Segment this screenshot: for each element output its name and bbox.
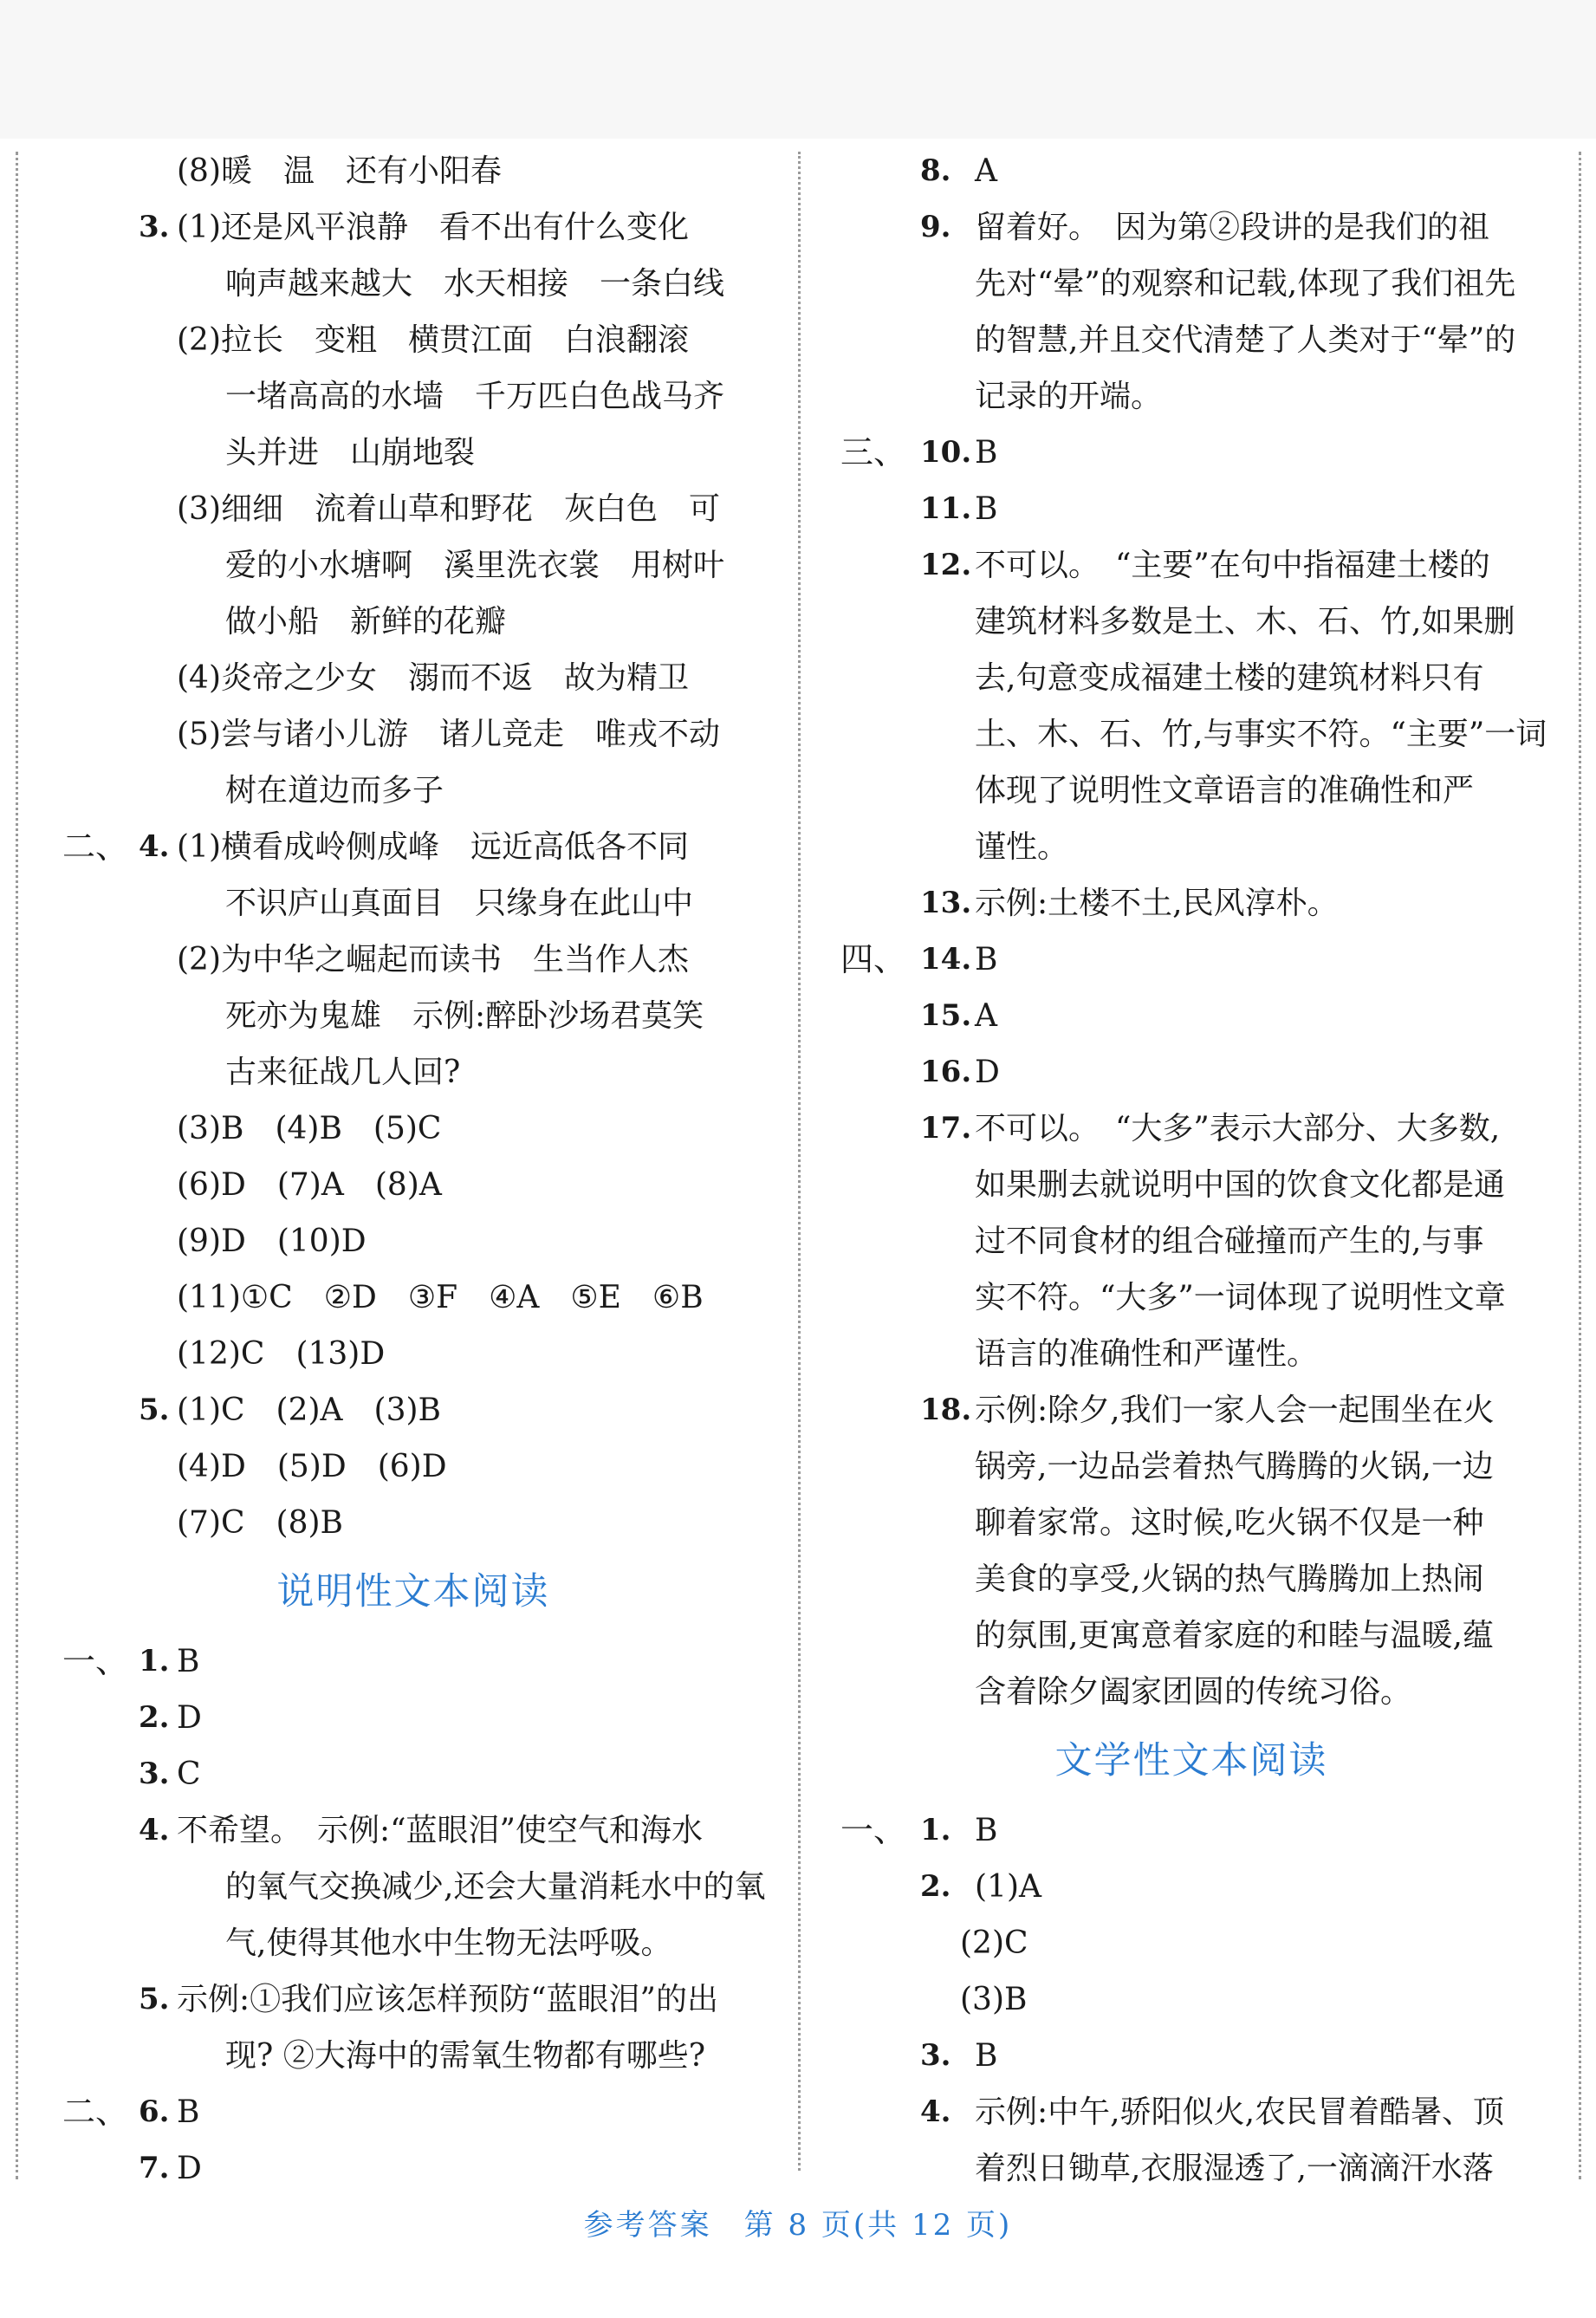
answer-line (62, 988, 764, 1044)
answer-line (62, 2084, 764, 2140)
answer-text: (2)拉长 变粗 横贯江面 白浪翻滚 (177, 322, 689, 358)
answer-text: 着烈日锄草,衣服湿透了,一滴滴汗水落 (975, 2151, 1494, 2186)
answer-text: 如果删去就说明中国的饮食文化都是通 (975, 1167, 1506, 1203)
answer-text: 实不符。“大多”一词体现了说明性文章 (975, 1280, 1506, 1315)
answer-line (62, 368, 764, 425)
answer-line (840, 1664, 1542, 1720)
answer-text: 土、木、石、竹,与事实不符。“主要”一词 (975, 717, 1547, 752)
question-number: 14. (920, 942, 972, 977)
answer-line (840, 143, 1542, 199)
answer-line (840, 1044, 1542, 1101)
question-number: 2. (920, 1869, 951, 1904)
answer-text: 锅旁,一边品尝着热气腾腾的火锅,一边 (975, 1449, 1494, 1484)
question-number: 16. (920, 1055, 972, 1089)
answer-text: 建筑材料多数是土、木、石、竹,如果删 (975, 604, 1515, 640)
answer-line (840, 1101, 1542, 1157)
answer-text: B (975, 491, 998, 527)
answer-text: 古来征战几人回? (225, 1055, 461, 1090)
answer-text: (1)横看成岭侧成峰 远近高低各不同 (177, 829, 689, 865)
answer-line (840, 2084, 1542, 2140)
answer-text: 一堵高高的水墙 千万匹白色战马齐 (225, 379, 725, 414)
answer-text: 留着好。 因为第②段讲的是我们的祖 (975, 210, 1490, 245)
answer-line (840, 1551, 1542, 1607)
answer-line (62, 425, 764, 481)
answer-line (840, 932, 1542, 988)
answer-text: (1)A (975, 1869, 1041, 1905)
left-column (62, 143, 764, 2197)
answer-line (840, 1213, 1542, 1269)
answer-text: (5)尝与诸小儿游 诸儿竞走 唯戎不动 (177, 717, 720, 752)
answer-text: (3)B (960, 1982, 1028, 2017)
section-heading: 文学性文本阅读 (1054, 1739, 1328, 1782)
section-marker: 三、 (840, 433, 907, 471)
answer-line (62, 594, 764, 650)
answer-text: 示例:中午,骄阳似火,农民冒着酷暑、顶 (975, 2094, 1505, 2130)
answer-line (62, 1633, 764, 1690)
answer-line (62, 1690, 764, 1746)
answer-line (840, 988, 1542, 1044)
answer-text: 头并进 山崩地裂 (225, 435, 476, 471)
answer-line (62, 1915, 764, 1971)
question-number: 12. (920, 548, 972, 582)
answer-text: 做小船 新鲜的花瓣 (225, 604, 507, 640)
question-number: 3. (139, 210, 170, 244)
answer-text: D (975, 1055, 1000, 1090)
question-number: 13. (920, 886, 972, 920)
answer-line (62, 1382, 764, 1438)
answer-line (840, 256, 1542, 312)
answer-line (62, 1213, 764, 1269)
column-divider (798, 152, 801, 2171)
answer-line (62, 1859, 764, 1915)
answer-text: 聊着家常。这时候,吃火锅不仅是一种 (975, 1505, 1484, 1541)
answer-line (62, 2028, 764, 2084)
answer-line (840, 1495, 1542, 1551)
section-heading: 说明性文本阅读 (276, 1570, 550, 1614)
answer-line (62, 932, 764, 988)
answer-line (840, 650, 1542, 706)
answer-text: D (177, 2151, 202, 2186)
answer-line (840, 706, 1547, 763)
answer-text: (2)C (960, 1925, 1028, 1961)
answer-line (840, 1971, 1542, 2028)
answer-text: 树在道边而多子 (225, 773, 444, 808)
answer-text: A (975, 153, 997, 189)
answer-text: (3)B (4)B (5)C (177, 1111, 442, 1146)
question-number: 4. (139, 1813, 170, 1847)
question-number: 6. (139, 2094, 170, 2129)
answer-line (840, 1326, 1542, 1382)
answer-line (62, 1438, 764, 1495)
question-number: 18. (920, 1393, 972, 1427)
answer-line (62, 706, 764, 763)
answer-line (840, 594, 1542, 650)
section-marker: 一、 (62, 1642, 129, 1680)
answer-line (62, 199, 764, 256)
question-number: 4. (920, 2094, 951, 2129)
answer-line (62, 143, 764, 199)
answer-line (840, 875, 1542, 932)
answer-text: (1)还是风平浪静 看不出有什么变化 (177, 210, 689, 245)
section-marker: 二、 (62, 828, 129, 866)
answer-line (62, 481, 764, 537)
question-number: 17. (920, 1111, 972, 1146)
question-number: 3. (920, 2038, 951, 2073)
answer-text: 去,句意变成福建土楼的建筑材料只有 (975, 660, 1484, 696)
answer-line (840, 1802, 1542, 1859)
answer-text: 记录的开端。 (975, 379, 1163, 414)
answer-line (840, 763, 1542, 819)
answer-text: 不可以。 “大多”表示大部分、大多数, (975, 1111, 1501, 1146)
answer-line (62, 1802, 764, 1859)
question-number: 5. (139, 1982, 170, 2016)
answer-text: 含着除夕阖家团圆的传统习俗。 (975, 1674, 1412, 1710)
page-footer: 参考答案 第 8 页(共 12 页) (583, 2208, 1013, 2243)
answer-line (62, 2140, 764, 2197)
section-marker: 四、 (840, 940, 907, 978)
answer-line (840, 1382, 1542, 1438)
answer-text: 的氛围,更寓意着家庭的和睦与温暖,蕴 (975, 1618, 1494, 1653)
section-marker: 一、 (840, 1811, 907, 1849)
answer-text: (9)D (10)D (177, 1224, 367, 1259)
answer-line (62, 819, 764, 875)
question-number: 7. (139, 2151, 170, 2185)
answer-line (840, 199, 1542, 256)
answer-line (840, 2028, 1542, 2084)
answer-line (62, 537, 764, 594)
answer-text: B (177, 1644, 200, 1679)
answer-line (840, 537, 1542, 594)
answer-line (62, 1971, 764, 2028)
answer-line (840, 1859, 1542, 1915)
answer-line (840, 819, 1542, 875)
answer-line (840, 312, 1542, 368)
question-number: 4. (139, 829, 170, 864)
answer-text: 响声越来越大 水天相接 一条白线 (225, 266, 725, 302)
question-number: 1. (139, 1644, 170, 1678)
answer-line (840, 1269, 1542, 1326)
answer-text: (2)为中华之崛起而读书 生当作人杰 (177, 942, 689, 977)
answer-line (840, 1157, 1542, 1213)
answer-text: 语言的准确性和严谨性。 (975, 1336, 1319, 1372)
answer-text: (6)D (7)A (8)A (177, 1167, 442, 1203)
answer-line (62, 875, 764, 932)
answer-line (62, 1495, 764, 1551)
answer-text: 过不同食材的组合碰撞而产生的,与事 (975, 1224, 1484, 1259)
answer-text: 气,使得其他水中生物无法呼吸。 (225, 1925, 672, 1961)
answer-text: 谨性。 (975, 829, 1069, 865)
answer-text: (3)细细 流着山草和野花 灰白色 可 (177, 491, 720, 527)
answer-text: A (975, 998, 997, 1034)
question-number: 10. (920, 435, 972, 470)
section-marker: 二、 (62, 2093, 129, 2131)
answer-text: 示例:除夕,我们一家人会一起围坐在火 (975, 1393, 1495, 1428)
answer-text: 不可以。 “主要”在句中指福建土楼的 (975, 548, 1490, 583)
answer-text: D (177, 1700, 202, 1736)
answer-text: 先对“晕”的观察和记载,体现了我们祖先 (975, 266, 1516, 302)
answer-text: B (177, 2094, 200, 2130)
answer-text: 体现了说明性文章语言的准确性和严 (975, 773, 1475, 808)
question-number: 11. (920, 491, 972, 526)
answer-line (840, 425, 1542, 481)
answer-text: 美食的享受,火锅的热气腾腾加上热闹 (975, 1562, 1484, 1597)
question-number: 2. (139, 1700, 170, 1735)
answer-line (62, 1269, 764, 1326)
answer-text: 不希望。 示例:“蓝眼泪”使空气和海水 (177, 1813, 703, 1848)
page-top-band (0, 0, 1596, 139)
question-number: 5. (139, 1393, 170, 1427)
question-number: 3. (139, 1756, 170, 1791)
answer-text: (8)暖 温 还有小阳春 (177, 153, 502, 189)
answer-line (840, 2140, 1542, 2197)
answer-text: B (975, 2038, 998, 2074)
answer-text: 的氧气交换减少,还会大量消耗水中的氧 (225, 1869, 766, 1905)
answer-line (62, 1746, 764, 1802)
answer-line (840, 481, 1542, 537)
question-number: 9. (920, 210, 951, 244)
answer-line (62, 1326, 764, 1382)
answer-text: 现? ②大海中的需氧生物都有哪些? (225, 2038, 706, 2074)
answer-text: (4)D (5)D (6)D (177, 1449, 447, 1484)
answer-line (62, 1044, 764, 1101)
question-number: 1. (920, 1813, 951, 1847)
answer-text: (11)①C ②D ③F ④A ⑤E ⑥B (177, 1280, 704, 1315)
question-number: 15. (920, 998, 972, 1033)
right-column (840, 143, 1547, 2197)
answer-line (62, 650, 764, 706)
question-number: 8. (920, 153, 951, 188)
answer-line (62, 763, 764, 819)
answer-text: B (975, 435, 998, 471)
answer-text: 的智慧,并且交代清楚了人类对于“晕”的 (975, 322, 1516, 358)
answer-text: (1)C (2)A (3)B (177, 1393, 441, 1428)
answer-text: B (975, 942, 998, 977)
answer-text: (4)炎帝之少女 溺而不返 故为精卫 (177, 660, 689, 696)
left-margin-line (16, 152, 18, 2179)
answer-text: B (975, 1813, 998, 1848)
answer-text: C (177, 1756, 201, 1792)
answer-text: 死亦为鬼雄 示例:醉卧沙场君莫笑 (225, 998, 704, 1034)
answer-line (840, 368, 1542, 425)
answer-line (840, 1607, 1542, 1664)
answer-line (62, 312, 764, 368)
answer-text: (12)C (13)D (177, 1336, 386, 1372)
answer-line (840, 1438, 1542, 1495)
answer-line (62, 256, 764, 312)
answer-text: 不识庐山真面目 只缘身在此山中 (225, 886, 694, 921)
answer-text: (7)C (8)B (177, 1505, 343, 1541)
answer-text: 爱的小水塘啊 溪里洗衣裳 用树叶 (225, 548, 725, 583)
answer-text: 示例:①我们应该怎样预防“蓝眼泪”的出 (177, 1982, 718, 2017)
answer-line (62, 1101, 764, 1157)
answer-line (62, 1157, 764, 1213)
right-margin-line (1579, 152, 1581, 2179)
answer-line (840, 1915, 1542, 1971)
answer-text: 示例:土楼不土,民风淳朴。 (975, 886, 1339, 921)
